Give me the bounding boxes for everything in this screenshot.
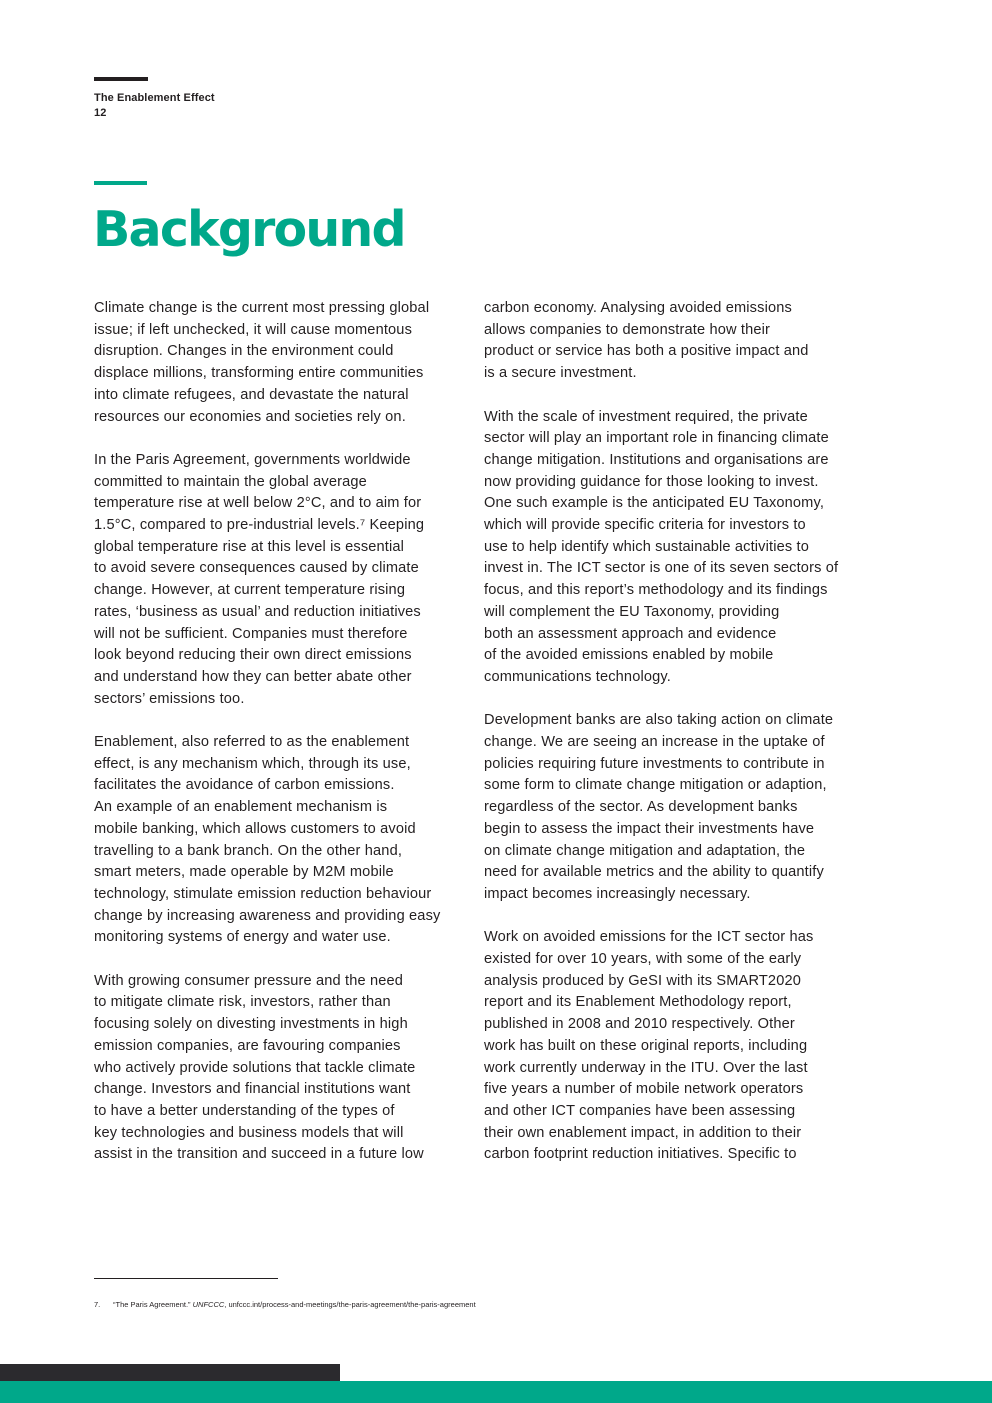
title-accent-rule xyxy=(94,181,147,185)
left-column xyxy=(94,298,466,1188)
footnote xyxy=(94,1300,476,1310)
footnote-link[interactable]: , unfccc.int/process-and-meetings/the-paris-agreement/the-paris-agreement xyxy=(224,1300,476,1309)
running-header xyxy=(94,91,215,121)
footer-dark-bar xyxy=(0,1364,340,1381)
page-title: Background xyxy=(93,201,405,258)
body-paragraph: With the scale of investment required, the private sector will play an important role in financing climate change mitigation. Institutions and organisations are now providing guidance for those looking to invest. One such example is the anticipated EU Taxonomy, which will provide specific criteria for investors to use to help identify which sustainable activities to invest in. The ICT sector is one of its seven sectors of focus, and this report’s methodology and its findings will complement the EU Taxonomy, providing both an assessment approach and evidence of the avoided emissions enabled by mobile communications technology. xyxy=(484,408,839,685)
footnote-number: 7. xyxy=(94,1300,101,1309)
body-paragraph: carbon economy. Analysing avoided emissions allows companies to demonstrate how their product or service has both a positive impact and is a secure investment. xyxy=(484,300,809,382)
body-paragraph: In the Paris Agreement, governments worldwide committed to maintain the global average temperature rise at well below 2°C, and to aim for 1.5°C, compared to pre-industrial levels.⁷ Keeping global temperature rise at this level is essential to avoid severe consequences caused by climate change. However, at current temperature rising rates, ‘business as usual’ and reduction initiatives will not be sufficient. Companies must therefore look beyond reducing their own direct emissions and understand how they can better abate other sectors’ emissions too. xyxy=(94,451,425,707)
document-title: The Enablement Effect xyxy=(94,92,215,104)
header-rule xyxy=(94,77,148,81)
page-number: 12 xyxy=(94,107,107,119)
body-paragraph: Climate change is the current most pressing global issue; if left unchecked, it will cause momentous disruption. Changes in the environment could displace millions, transforming entire communities into climate refugees, and devastate the natural resources our economies and societies rely on. xyxy=(94,300,430,425)
body-paragraph: Work on avoided emissions for the ICT sector has existed for over 10 years, with some of the early analysis produced by GeSI with its SMART2020 report and its Enablement Methodology report, published in 2008 and 2010 respectively. Other work has built on these original reports, including work currently underway in the ITU. Over the last five years a number of mobile network operators and other ICT companies have been assessing their own enablement impact, in addition to their carbon footprint reduction initiatives. Specific to xyxy=(484,929,814,1163)
footnote-text: “The Paris Agreement.” xyxy=(113,1300,191,1309)
body-paragraph: Enablement, also referred to as the enablement effect, is any mechanism which, through its use, facilitates the avoidance of carbon emissions. An example of an enablement mechanism is mobile banking, which allows customers to avoid travelling to a bank branch. On the other hand, smart meters, made operable by M2M mobile technology, stimulate emission reduction behaviour change by increasing awareness and providing easy monitoring systems of energy and water use. xyxy=(94,734,441,946)
right-column xyxy=(484,298,856,1188)
footnote-divider xyxy=(94,1278,278,1279)
body-paragraph: With growing consumer pressure and the need to mitigate climate risk, investors, rather than focusing solely on divesting investments in high emission companies, are favouring companies who actively provide solutions that tackle climate change. Investors and financial institutions want to have a better understanding of the types of key technologies and business models that will assist in the transition and succeed in a future low xyxy=(94,972,424,1163)
footnote-source: UNFCCC xyxy=(192,1300,225,1309)
footer-accent-bar xyxy=(0,1381,992,1403)
body-paragraph: Development banks are also taking action on climate change. We are seeing an increase in the uptake of policies requiring future investments to contribute in some form to climate change mitigation or adaption, regardless of the sector. As development banks begin to assess the impact their investments have on climate change mitigation and adaptation, the need for available metrics and the ability to quantify impact becomes increasingly necessary. xyxy=(484,712,834,902)
